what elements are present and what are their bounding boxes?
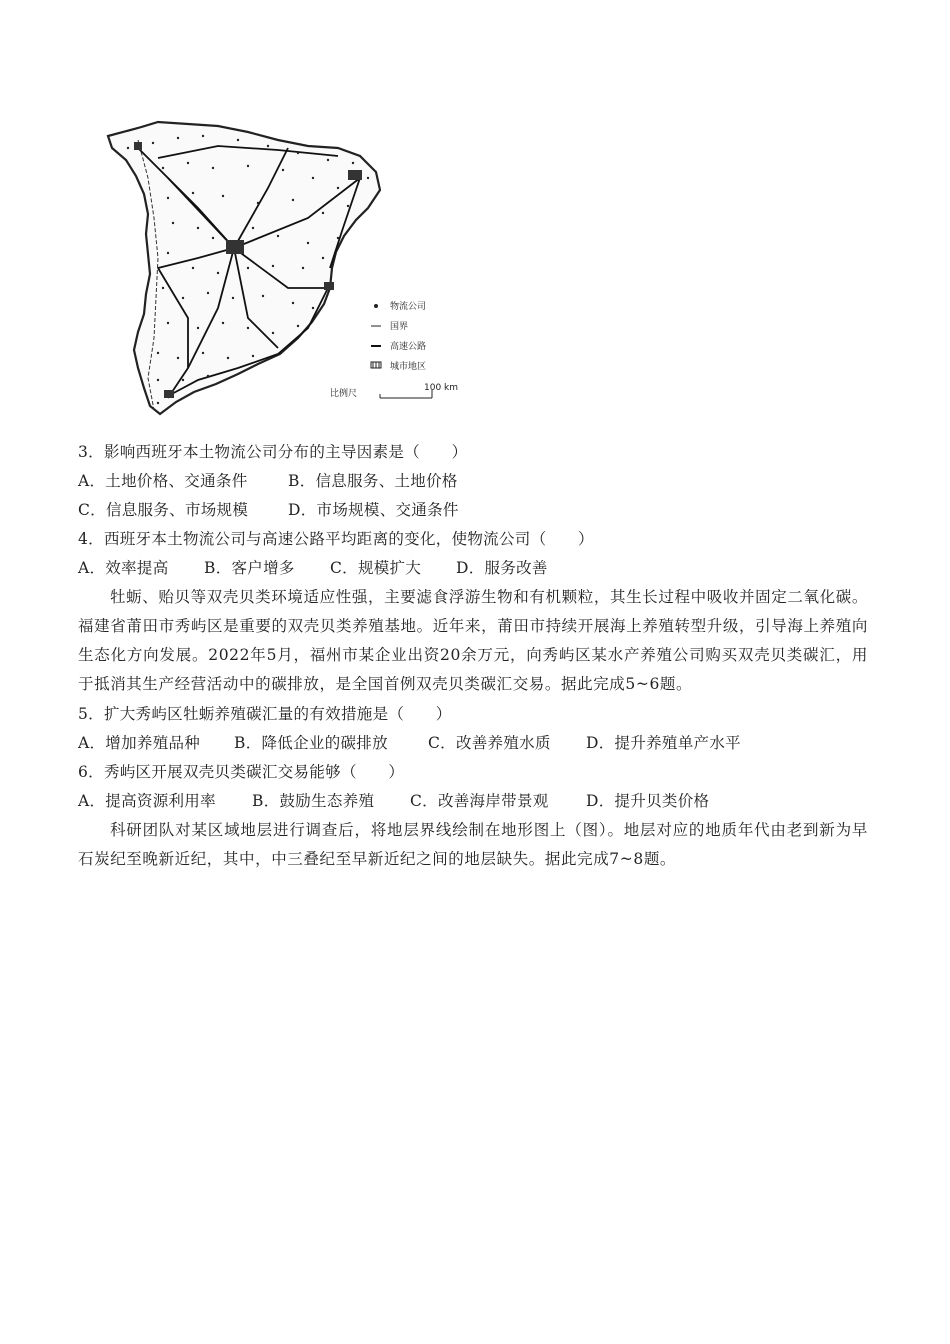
map-figure	[98, 118, 470, 418]
legend-logistics: 物流公司	[390, 302, 427, 312]
q5-option-c: C．改善养殖水质	[428, 734, 551, 752]
q6-options	[78, 791, 709, 811]
q4-option-c: C．规模扩大	[330, 559, 422, 577]
q4-option-a: A．效率提高	[78, 559, 169, 577]
q3-options-row1	[78, 471, 458, 491]
q3-options-row2	[78, 500, 459, 520]
passage-strata-survey: 科研团队对某区域地层进行调查后，将地层界线绘制在地形图上（图）。地层对应的地质年代由老到新为早石炭纪至晚新近纪，其中，中三叠纪至早新近纪之间的地层缺失。据此完成7~8题。	[78, 821, 868, 868]
q5-option-d: D．提升养殖单产水平	[586, 734, 741, 752]
q3-option-a: A．土地价格、交通条件	[78, 472, 248, 490]
scale-value: 100 km	[424, 383, 459, 393]
q6-option-b: B．鼓励生态养殖	[252, 792, 375, 810]
q5-options	[78, 733, 741, 753]
q6-option-d: D．提升贝类价格	[586, 792, 710, 810]
q3-option-b: B．信息服务、土地价格	[288, 472, 458, 490]
q6-option-a: A．提高资源利用率	[78, 792, 216, 810]
q5-option-b: B．降低企业的碳排放	[234, 734, 388, 752]
scale-label: 比例尺	[330, 389, 358, 399]
q3-option-c: C．信息服务、市场规模	[78, 501, 249, 519]
spain-outline	[108, 122, 380, 414]
q4-option-b: B．客户增多	[204, 559, 295, 577]
q3-stem: 3．影响西班牙本土物流公司分布的主导因素是（ ）	[78, 443, 468, 461]
spain-logistics-map	[98, 118, 470, 418]
passage-bivalve-carbon-sink: 牡蛎、贻贝等双壳贝类环境适应性强，主要滤食浮游生物和有机颗粒，其生长过程中吸收并固定二氧化碳。福建省莆田市秀屿区是重要的双壳贝类养殖基地。近年来，莆田市持续开展海上养殖转型升级，引导海上养殖向生态化方向发展。2022年5月，福州市某企业出资20余万元，向秀屿区某水产养殖公司购买双壳贝类碳汇，用于抵消其生产经营活动中的碳排放，是全国首例双壳贝类碳汇交易。据此完成5~6题。	[78, 588, 868, 693]
map-legend	[330, 300, 458, 399]
legend-highway: 高速公路	[390, 342, 427, 352]
q4-option-d: D．服务改善	[456, 559, 548, 577]
q5-stem: 5．扩大秀屿区牡蛎养殖碳汇量的有效措施是（ ）	[78, 705, 452, 723]
q5-option-a: A．增加养殖品种	[78, 734, 201, 752]
q3-option-d: D．市场规模、交通条件	[288, 501, 459, 519]
q4-stem: 4．西班牙本土物流公司与高速公路平均距离的变化，使物流公司（ ）	[78, 530, 594, 548]
q4-options	[78, 558, 548, 578]
q6-stem: 6．秀屿区开展双壳贝类碳汇交易能够（ ）	[78, 763, 405, 781]
legend-urban: 城市地区	[390, 362, 427, 372]
legend-border: 国界	[390, 322, 409, 332]
q6-option-c: C．改善海岸带景观	[410, 792, 549, 810]
